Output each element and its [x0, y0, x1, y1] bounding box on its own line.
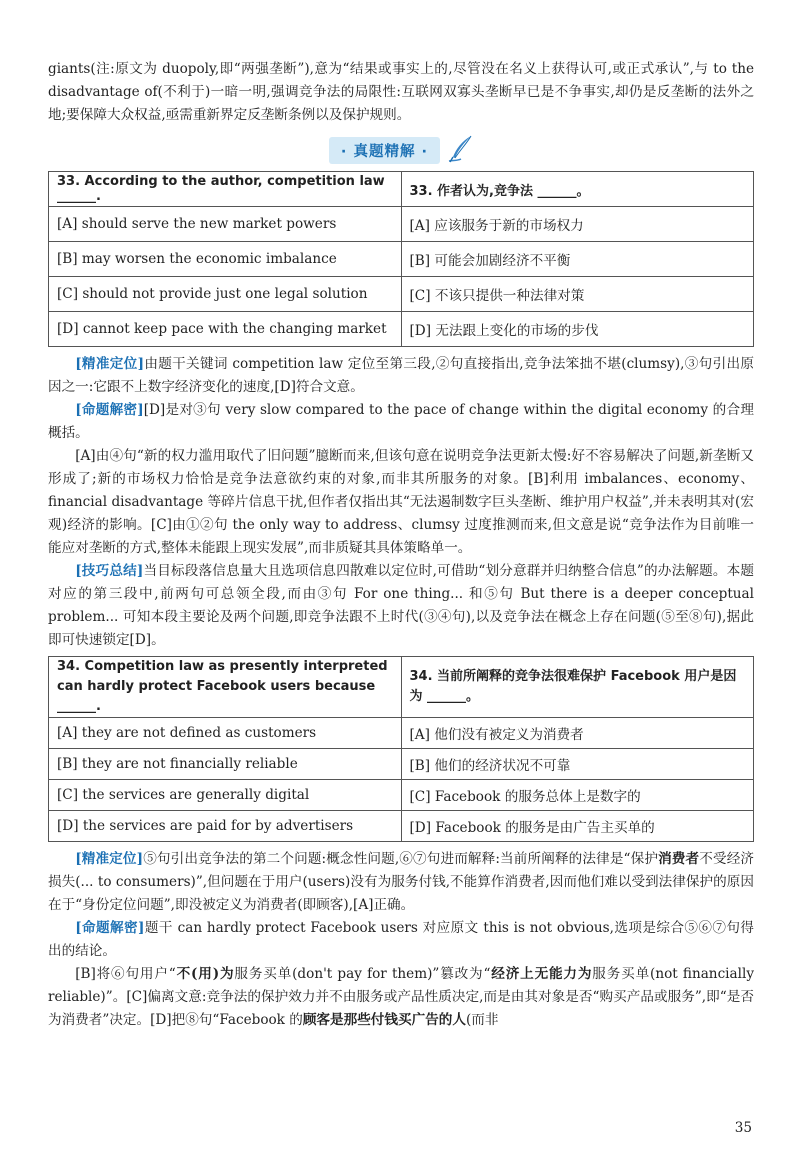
q33-option-c-en: [C] should not provide just one legal solution — [49, 277, 402, 312]
q34-option-c-cn: [C] Facebook 的服务总体上是数字的 — [401, 780, 754, 811]
q33-option-d-en: [D] cannot keep pace with the changing market — [49, 312, 402, 347]
q34-option-b-cn: [B] 他们的经济状况不可靠 — [401, 749, 754, 780]
q34-locate-text-a: ⑤句引出竞争法的第二个问题:概念性问题,⑥⑦句进而解释:当前所阐释的法律是“保护 — [143, 851, 659, 867]
q33-option-b-cn: [B] 可能会加剧经济不平衡 — [401, 242, 754, 277]
q33-skill-paragraph — [48, 560, 754, 652]
q33-skill-text: 当目标段落信息量大且选项信息四散难以定位时,可借助“划分意群并归纳整合信息”的办法解题。本题对应的第三段中,前两句可总领全段,而由③句 For one thing... 和⑤句 But there is a deeper conceptual problem... 可知本段主要论及两个问题,即竞争法跟不上时代(③④句),以及竞争法在概念上存在问题(⑤至⑧句),据此即可快速锁定[D]。 — [48, 563, 754, 648]
q33-stem-en: 33. According to the author, competition law ______. — [49, 172, 402, 207]
q34-decode-tag: [命题解密] — [75, 920, 145, 936]
table-row — [49, 718, 754, 749]
table-row — [49, 749, 754, 780]
page-content — [48, 58, 754, 1032]
table-row — [49, 780, 754, 811]
q34-analysis-d: 服务买单(not financially reliable)”。[C]偏离文意:竞争法的保护效力并不由服务或产品性质决定,而是由其对象是否“购买产品或服务”,即“是否为消费者”决定。[D]把⑧句“Facebook 的 — [48, 966, 755, 1028]
q33-decode-paragraph — [48, 399, 754, 445]
q33-option-b-en: [B] may worsen the economic imbalance — [49, 242, 402, 277]
q34-decode-text: 题干 can hardly protect Facebook users 对应原文 this is not obvious,选项是综合⑤⑥⑦句得出的结论。 — [48, 920, 755, 959]
q34-stem-en: 34. Competition law as presently interpreted can hardly protect Facebook users because ______. — [49, 657, 402, 718]
q34-analysis-bold-3: 顾客是那些付钱买广告的人 — [302, 1012, 466, 1028]
q34-stem-cn: 34. 当前所阐释的竞争法很难保护 Facebook 用户是因为 ______。 — [401, 657, 754, 718]
q33-option-d-cn: [D] 无法跟上变化的市场的步伐 — [401, 312, 754, 347]
q33-option-a-en: [A] should serve the new market powers — [49, 207, 402, 242]
q34-locate-bold: 消费者 — [658, 851, 700, 867]
intro-paragraph: giants(注:原文为 duopoly,即“两强垄断”),意为“结果或事实上的,尽管没在名义上获得认可,或正式承认”,与 to the disadvantage of(不利于)一暗一明,强调竞争法的局限性:互联网双寡头垄断早已是不争事实,却仍是反垄断的法外之地;要保障大众权益,亟需重新界定反垄断条例以及保护规则。 — [48, 61, 754, 123]
q34-analysis-c: 服务买单(don't pay for them)”篡改为“ — [234, 966, 491, 982]
q33-option-c-cn: [C] 不该只提供一种法律对策 — [401, 277, 754, 312]
q34-analysis-bold-1: 不(用)为 — [175, 966, 235, 982]
q34-analysis-bold-2: 经济上无能力为 — [490, 966, 593, 982]
q34-option-c-en: [C] the services are generally digital — [49, 780, 402, 811]
q33-analysis-paragraph: [A]由④句“新的权力滥用取代了旧问题”臆断而来,但该句意在说明竞争法更新太慢:好不容易解决了问题,新垄断又形成了;新的市场权力恰恰是竞争法意欲约束的对象,而非其所服务的对象。[B]利用 imbalances、economy、financial disadvantage 等碎片信息干扰,但作者仅指出其“无法遏制数字巨头垄断、维护用户权益”,并未表明其对(宏观)经济的影响。[C]由①②句 the only way to address、clumsy 过度推测而来,但文意是说“竞争法作为目前唯一能应对垄断的方式,整体未能跟上现实发展”,而非质疑其具体策略单一。 — [48, 448, 754, 556]
table-row — [49, 277, 754, 312]
section-header — [48, 135, 754, 165]
q33-stem-cn: 33. 作者认为,竞争法 ______。 — [401, 172, 754, 207]
q33-skill-tag: [技巧总结] — [75, 563, 144, 579]
question-33-table — [48, 171, 754, 347]
q34-option-b-en: [B] they are not financially reliable — [49, 749, 402, 780]
table-row — [49, 207, 754, 242]
q34-analysis-e: (而非 — [465, 1012, 499, 1028]
q33-decode-tag: [命题解密] — [75, 402, 144, 418]
q33-locate-tag: [精准定位] — [75, 356, 144, 372]
q34-option-a-cn: [A] 他们没有被定义为消费者 — [401, 718, 754, 749]
q33-decode-text: [D]是对③句 very slow compared to the pace of change within the digital economy 的合理概括。 — [48, 402, 754, 441]
section-title: · 真题精解 · — [329, 137, 440, 164]
q34-analysis-a: [B]将⑥句用户“ — [75, 966, 176, 982]
table-row — [49, 811, 754, 842]
table-row — [49, 312, 754, 347]
q33-locate-paragraph — [48, 353, 754, 399]
q34-option-d-en: [D] the services are paid for by advertisers — [49, 811, 402, 842]
q33-option-a-cn: [A] 应该服务于新的市场权力 — [401, 207, 754, 242]
q33-locate-text: 由题干关键词 competition law 定位至第三段,②句直接指出,竞争法笨拙不堪(clumsy),③句引出原因之一:它跟不上数字经济变化的速度,[D]符合文意。 — [48, 356, 754, 395]
q34-locate-paragraph — [48, 848, 754, 917]
q34-decode-paragraph — [48, 917, 754, 963]
q34-locate-text-b: 不受经济损失(... to consumers)”,但问题在于用户(users)没有为服务付钱,不能算作消费者,因而他们难以受到法律保护的原因在于“身份定位问题”,即没被定义为消费者(即顾客),[A]正确。 — [48, 851, 755, 913]
page-number: 35 — [734, 1120, 752, 1136]
quill-pen-icon — [447, 135, 473, 167]
q34-analysis-paragraph — [48, 963, 754, 1032]
question-34-table — [48, 656, 754, 842]
q34-option-d-cn: [D] Facebook 的服务是由广告主买单的 — [401, 811, 754, 842]
q34-locate-tag: [精准定位] — [75, 851, 144, 867]
table-row — [49, 242, 754, 277]
q34-option-a-en: [A] they are not defined as customers — [49, 718, 402, 749]
